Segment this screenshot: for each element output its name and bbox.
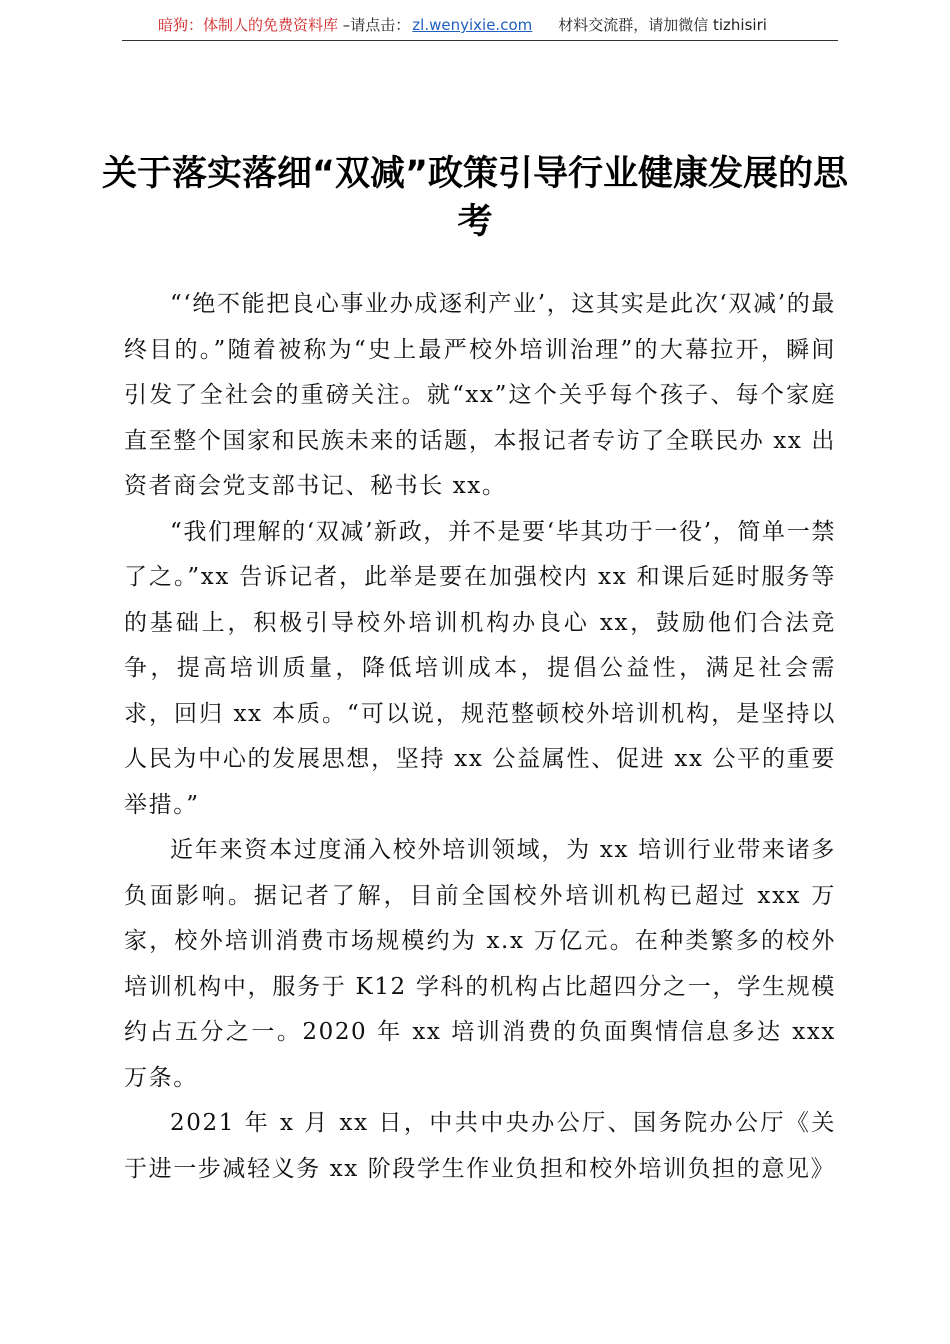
header-separator: –请点击： [338, 16, 411, 34]
document-title: 关于落实落细“双减”政策引导行业健康发展的思考 [101, 154, 848, 242]
paragraph-1: “‘绝不能把良心事业办成逐利产业’，这其实是此次‘双减’的最终目的。”随着被称为“史上最严校外培训治理”的大幕拉开，瞬间引发了全社会的重磅关注。就“xx”这个关乎每个孩子、每个家庭直至整个国家和民族未来的话题，本报记者专访了全联民办 xx 出资者商会党支部书记、秘书长 xx。 [124, 291, 836, 499]
paragraph-2: “我们理解的‘双减’新政，并不是要‘毕其功于一役’，简单一禁了之。”xx 告诉记者，此举是要在加强校内 xx 和课后延时服务等的基础上，积极引导校外培训机构办良心 xx，鼓励他们合法竞争，提高培训质量，降低培训成本，提倡公益性，满足社会需求，回归 xx 本质。“可以说，规范整顿校外培训机构，是坚持以人民为中心的发展思想，坚持 xx 公益属性、促进 xx 公平的重要举措。” [124, 518, 836, 818]
header-link[interactable]: zl.wenyixie.com [412, 16, 533, 34]
header-contact: 材料交流群，请加微信 tizhisiri [558, 16, 767, 34]
paragraph-4: 2021 年 x 月 xx 日，中共中央办公厅、国务院办公厅《关于进一步减轻义务 xx 阶段学生作业负担和校外培训负担的意见》 [124, 1110, 836, 1182]
page-header [122, 14, 838, 41]
paragraph-3: 近年来资本过度涌入校外培训领域，为 xx 培训行业带来诸多负面影响。据记者了解，目前全国校外培训机构已超过 xxx 万家，校外培训消费市场规模约为 x.x 万亿元。在种类繁多的校外培训机构中，服务于 K12 学科的机构占比超四分之一，学生规模约占五分之一。2020 年 xx 培训消费的负面舆情信息多达 xxx 万条。 [124, 837, 836, 1091]
header-brand: 暗狗：体制人的免费资料库 [158, 16, 339, 34]
document-body [124, 282, 836, 1192]
